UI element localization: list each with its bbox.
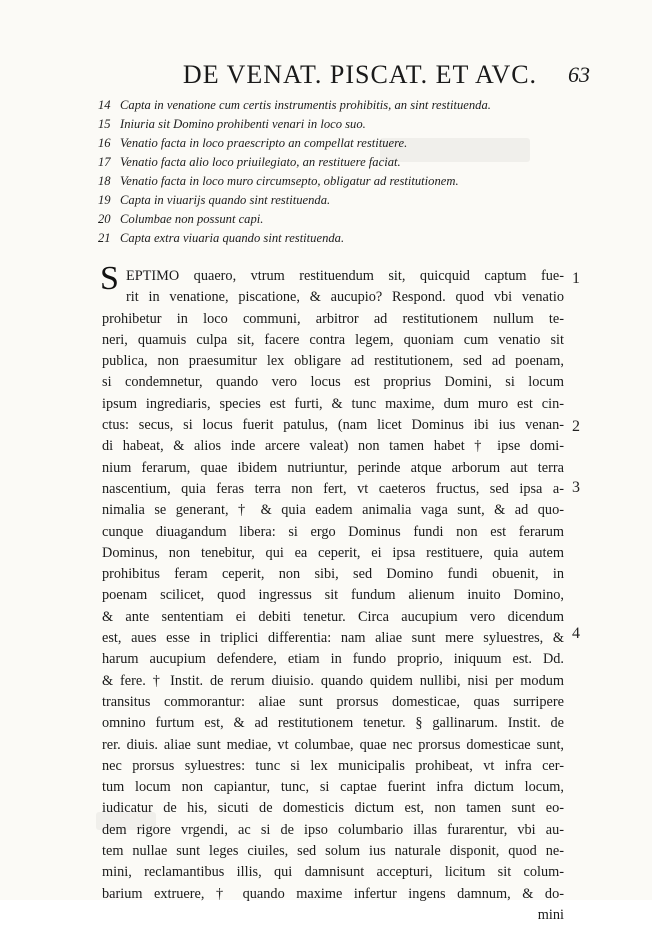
text-line: nascentium, quia feras terra non fert, vt caeteros fructus, sed ipsa a- [102,480,564,497]
text-line: EPTIMO quaero, vtrum restituendum sit, quicquid captum fue- [126,268,564,284]
margin-number: 2 [572,418,580,435]
summary-item [98,96,566,115]
text-line: ctus: secus, si locus fuerit patulus, (nam licet Dominus ibi ius venan- [102,417,564,434]
text-line: & fere. † Instit. de rerum diuisio. quando quidem nullibi, nisi per modum [102,672,564,689]
running-head: DE VENAT. PISCAT. ET AVC. [182,60,538,89]
text-line: rer. diuis. aliae sunt mediae, vt columbae, quae nec prorsus domesticae sunt, [102,736,564,753]
text-line: prohibetur in loco communi, arbitror ad restitutionem nullum te- [102,310,564,327]
summary-item [98,229,566,248]
text-line: rit in venatione, piscatione, & aucupio? Respond. quod vbi venatio [126,289,564,306]
text-line: si condemnetur, quando vero locus est proprius Domini, si locum [102,374,564,391]
text-line: ipsum ingrediaris, species est furti, & tunc maxime, dum muro est cin- [102,395,564,412]
text-line: dem rigore vrgendi, ac si de ipso columbario illas furarentur, vbi au- [102,821,564,838]
summary-item-number: 18 [98,174,111,188]
text-line: transitus commorantur: aliae sunt prorsus domesticae, quas surripere [102,693,564,710]
summary-item [98,115,566,134]
summary-item-text: Capta extra viuaria quando sint restituenda. [120,231,345,245]
summary-item-text: Columbae non possunt capi. [120,212,264,226]
text-line: di habeat, & alios inde arcere valeat) non tamen habet † ipse domi- [102,438,564,455]
summary-item-text: Venatio facta in loco praescripto an compellat restituere. [120,136,408,150]
summary-item-text: Venatio facta alio loco priuilegiato, an restituere faciat. [120,155,401,169]
drop-initial: S [100,260,119,297]
summary-item-text: Venatio facta in loco muro circumsepto, obligatur ad restitutionem. [120,174,459,188]
margin-number: 1 [572,270,580,287]
text-line: barium extruere, † quando maxime infertur ingens damnum, & do- [102,885,564,902]
text-line: tum locum non capiantur, tunc, si captae fuerint infra dictum locum, [102,779,564,796]
catchword: mini [537,906,564,923]
summary-item-text: Iniuria sit Domino prohibenti venari in loco suo. [120,117,366,131]
page-number: 63 [568,62,590,87]
text-line: neri, quamuis culpa sit, facere contra legem, quoniam cum venatio sit [102,331,564,348]
text-line: publica, non praesumitur lex obligare ad restitutionem, sed ad poenam, [102,353,564,370]
summary-item-number: 20 [98,212,111,226]
text-line: est, aues esse in triplici differentia: nam aliae sunt mere syluestres, & [102,630,564,647]
text-line: tem nullae sunt leges ciuiles, sed solum ius naturale disponit, quod ne- [102,843,564,860]
summary-item [98,172,566,191]
text-line: nimalia se generant, † & quia eadem animalia vaga sunt, & ad quo- [102,502,564,519]
margin-number: 3 [572,479,580,496]
summary-item-number: 19 [98,193,111,207]
text-line: harum aucupium defendere, etiam in fundo proprio, iniquum est. Dd. [102,651,564,668]
text-line: iudicatur de his, sicuti de domesticis dictum est, non tamen sunt eo- [102,800,564,817]
text-line: omnino furtum est, & ad restitutionem tenetur. § gallinarum. Instit. de [102,715,564,732]
summary-item-number: 14 [98,98,111,112]
text-line: Dominus, non tenebitur, qui ea ceperit, ei ipsa restituere, quia autem [102,544,564,561]
text-line: & ante sententiam ei debiti tenetur. Circa aucupium vero dicendum [102,608,564,625]
summary-item-number: 17 [98,155,111,169]
text-line: prohibitus feram ceperit, non sibi, sed Domino fundi obuenit, in [102,566,564,583]
text-line: mini, reclamantibus illis, qui damnisunt accepturi, licitum sit colum- [102,864,564,881]
margin-number: 4 [572,625,580,642]
summary-item [98,210,566,229]
summary-item [98,191,566,210]
summary-item-text: Capta in viuarijs quando sint restituenda. [120,193,331,207]
summary-item-number: 15 [98,117,111,131]
summary-item-text: Capta in venatione cum certis instrumentis prohibitis, an sint restituenda. [120,98,491,112]
summary-item [98,134,566,153]
text-line: nec prorsus syluestres: tunc si lex municipalis prohibeat, vt infra cer- [102,757,564,774]
summary-item-number: 21 [98,231,111,245]
summary-item [98,153,566,172]
text-line: nium ferarum, quae ibidem nutriuntur, perinde atque arborum aut terra [102,459,564,476]
summary-item-number: 16 [98,136,111,150]
text-line: poenam scilicet, quod ingressus sit fundum alienum inuito Domino, [102,587,564,604]
summary-list [98,96,566,248]
body-text [102,266,564,926]
text-line: cunque diuagandum libera: si ergo Dominus fundi non est ferarum [102,523,564,540]
